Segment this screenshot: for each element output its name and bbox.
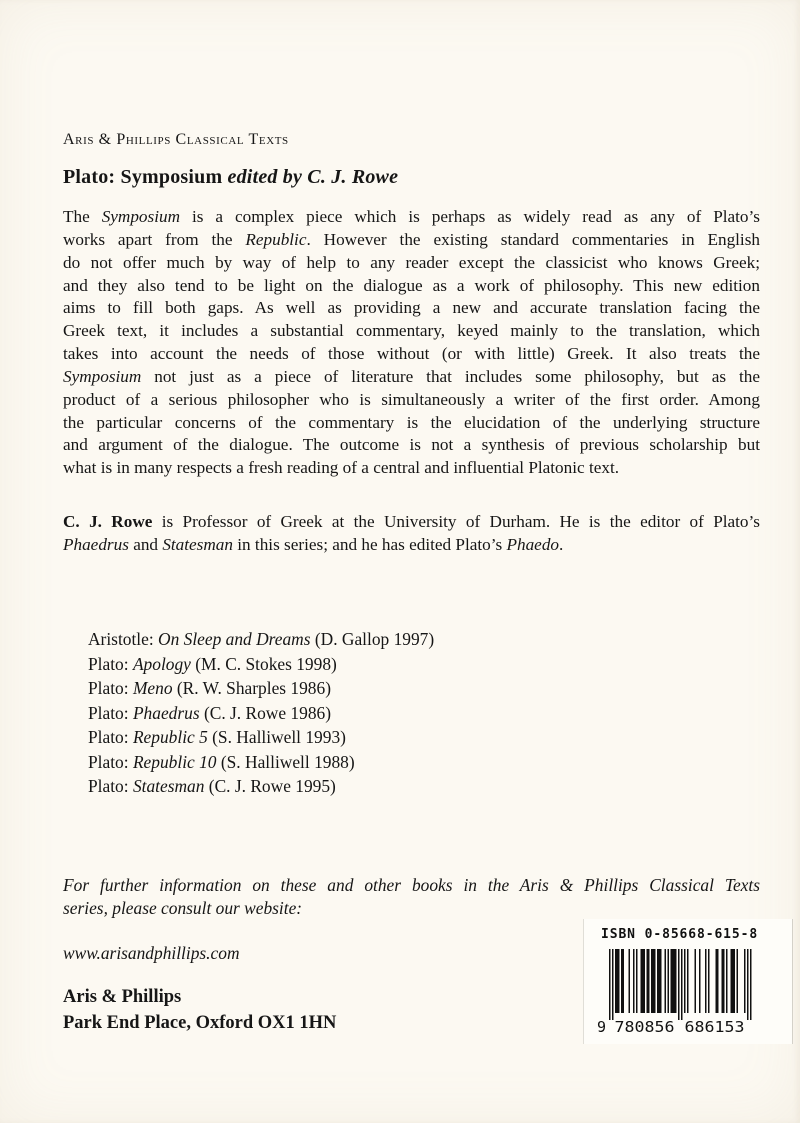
isbn-number: ISBN 0-85668-615-8 <box>601 927 759 942</box>
svg-text:780856: 780856 <box>614 1018 675 1036</box>
text-line: Phaedrus and Statesman in this series; and he has edited Plato’s Phaedo. <box>63 534 564 554</box>
text-line: Plato: Meno (R. W. Sharples 1986) <box>88 678 331 699</box>
blurb-paragraph <box>63 206 760 480</box>
author-bio <box>63 511 760 557</box>
website-note <box>63 874 760 920</box>
text-line: aims to fill both gaps. As well as providing a new and accurate translation facing the <box>63 298 760 318</box>
publisher-block <box>63 985 336 1036</box>
text-line: works apart from the Republic. However the existing standard commentaries in English <box>63 229 760 249</box>
text-line: Symposium not just as a piece of literature that includes some philosophy, but as the <box>63 366 760 386</box>
text-line: and they also tend to be light on the dialogue as a work of philosophy. This new edition <box>63 275 760 295</box>
website-url: www.arisandphillips.com <box>63 943 240 963</box>
text-line: C. J. Rowe is Professor of Greek at the University of Durham. He is the editor of Plato’s <box>63 512 760 531</box>
text-line: The Symposium is a complex piece which is perhaps as widely read as any of Plato’s <box>63 207 760 226</box>
publisher-address: Park End Place, Oxford OX1 1HN <box>63 1012 337 1033</box>
svg-text:9: 9 <box>597 1018 607 1036</box>
isbn-barcode-label <box>583 919 793 1044</box>
text-line: Plato: Apology (M. C. Stokes 1998) <box>88 653 337 674</box>
text-line: Plato: Phaedrus (C. J. Rowe 1986) <box>88 702 331 723</box>
text-line: takes into account the needs of those without (or with little) Greek. It also treats the <box>63 344 760 364</box>
text-line: Greek text, it includes a substantial commentary, keyed mainly to the translation, which <box>63 321 760 341</box>
publisher-name: Aris & Phillips <box>63 987 182 1007</box>
text-line: and argument of the dialogue. The outcome is not a synthesis of previous scholarship but <box>63 435 760 455</box>
text-line: Plato: Statesman (C. J. Rowe 1995) <box>88 776 336 797</box>
ean13-barcode <box>593 949 761 1037</box>
text-line: product of a serious philosopher who is simultaneously a writer of the first order. Among <box>63 389 760 409</box>
text-line: do not offer much by way of help to any reader except the classicist who knows Greek; <box>63 252 760 272</box>
text-line: For further information on these and other books in the Aris & Phillips Classical Texts <box>63 875 760 895</box>
book-title: Plato: Symposium edited by C. J. Rowe <box>63 166 399 188</box>
text-line: Plato: Republic 10 (S. Halliwell 1988) <box>88 751 355 772</box>
text-line: series, please consult our website: <box>63 898 303 919</box>
text-line: Plato: Republic 5 (S. Halliwell 1993) <box>88 727 346 748</box>
series-header: Aris & Phillips Classical Texts <box>63 131 289 148</box>
text-line: the particular concerns of the commentary is the elucidation of the underlying structure <box>63 412 760 432</box>
series-book-list <box>88 627 708 799</box>
svg-text:686153: 686153 <box>684 1018 745 1036</box>
text-line: what is in many respects a fresh reading of a central and influential Platonic text. <box>63 458 620 478</box>
text-line: Aristotle: On Sleep and Dreams (D. Gallop 1997) <box>88 629 435 649</box>
